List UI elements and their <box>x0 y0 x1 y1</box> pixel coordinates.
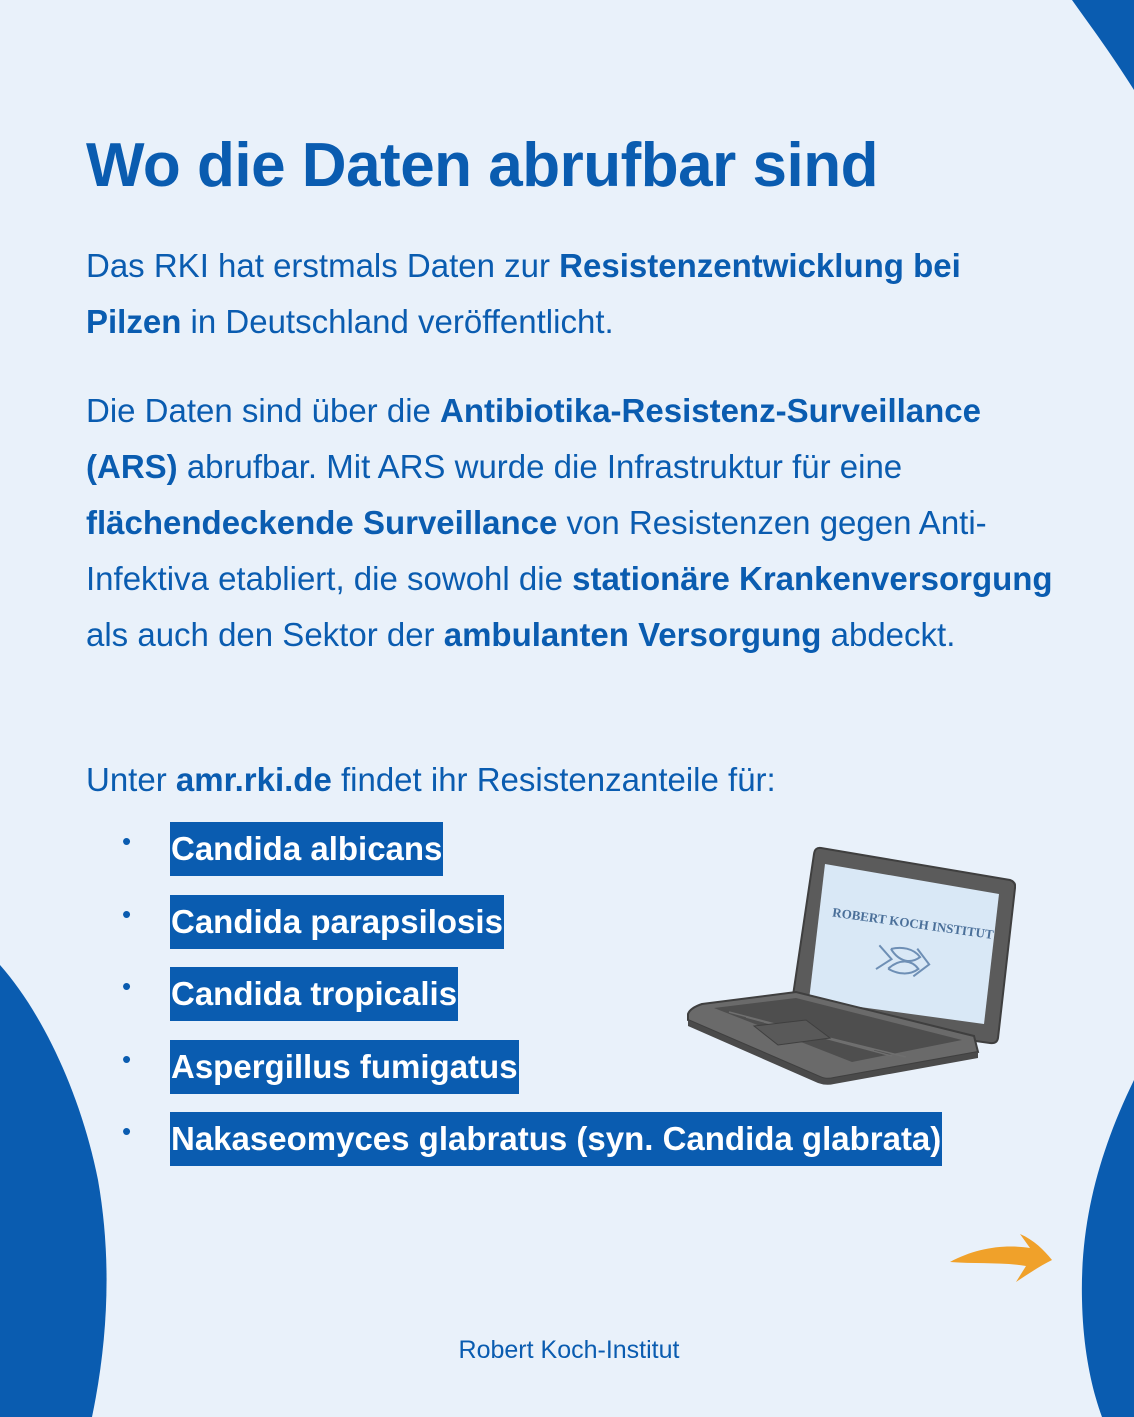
bullet: • <box>122 1043 132 1074</box>
outpatient-emphasis: ambulanten Versorgung <box>443 616 822 653</box>
bullet: • <box>122 826 132 856</box>
intro-paragraph: Das RKI hat erstmals Daten zur Resistenzentwicklung bei Pilzen in Deutschland veröffentlicht. <box>86 247 961 340</box>
page-title: Wo die Daten abrufbar sind <box>86 131 878 200</box>
bullet: • <box>122 1116 132 1146</box>
inpatient-emphasis: stationäre Krankenversorgung <box>572 560 1053 597</box>
pathogen-label: Candida tropicalis <box>170 967 458 1021</box>
footer-credit: Robert Koch-Institut <box>458 1336 680 1364</box>
pathogen-label: Nakaseomyces glabratus (syn. Candida glabrata) <box>170 1112 942 1166</box>
amr-link-text: amr.rki.de <box>175 761 332 798</box>
right-blob-shape <box>1082 1080 1134 1417</box>
bullet: • <box>122 971 132 1001</box>
arrow-right-icon[interactable] <box>946 1222 1056 1288</box>
surveillance-emphasis: flächendeckende Surveillance <box>86 504 558 541</box>
laptop-icon <box>684 842 1016 1086</box>
pathogen-label: Aspergillus fumigatus <box>170 1040 519 1094</box>
details-paragraph: Die Daten sind über die Antibiotika-Resistenz-Surveillance (ARS) abrufbar. Mit ARS wurde die Infrastruktur für eine flächendeckende Surveillance von Resistenzen gegen Anti-Infektiva etabliert, die sowohl die stationäre Krankenversorgung als auch den Sektor der ambulanten Versorgung abdeckt. <box>86 392 1053 653</box>
top-right-corner-shape <box>1072 0 1134 90</box>
intro-emphasis: Resistenzentwicklung bei Pilzen <box>86 247 961 340</box>
pathogen-label: Candida parapsilosis <box>170 895 504 949</box>
laptop-screen-text: ROBERT KOCH INSTITUT <box>831 904 995 943</box>
bullet: • <box>122 898 132 929</box>
list-intro-paragraph: Unter amr.rki.de findet ihr Resistenzanteile für: <box>86 761 776 798</box>
ars-emphasis: Antibiotika-Resistenz-Surveillance (ARS) <box>86 392 982 485</box>
pathogen-label: Candida albicans <box>170 822 443 876</box>
